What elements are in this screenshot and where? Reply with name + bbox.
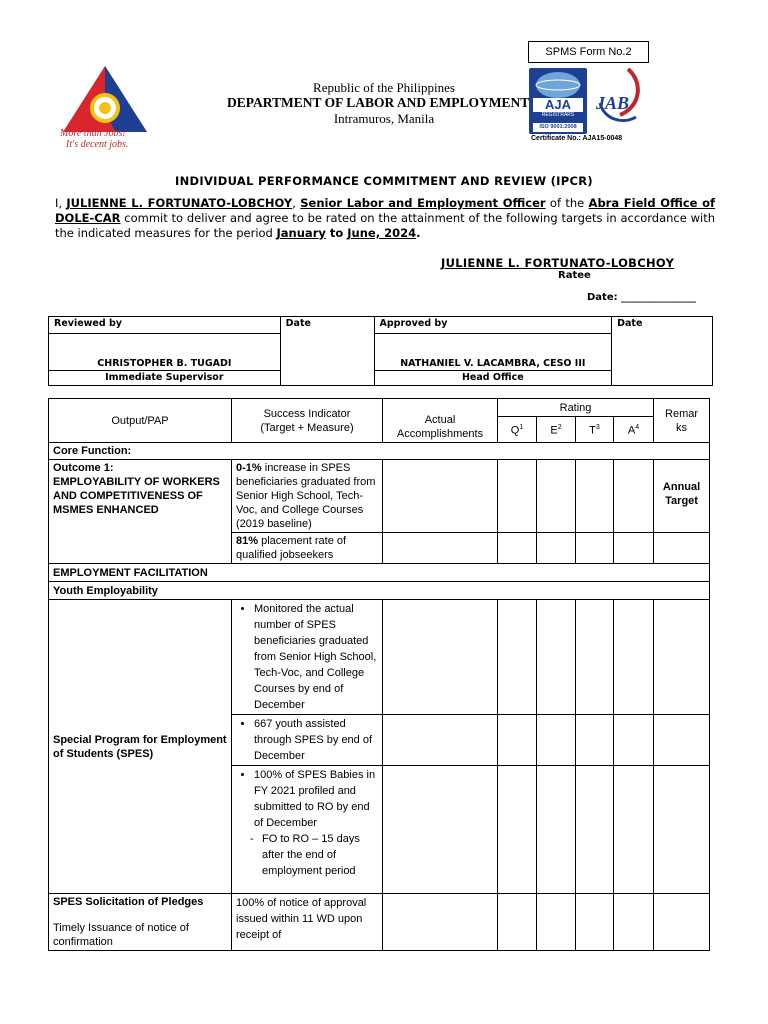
- reviewer-name: CHRISTOPHER B. TUGADI: [49, 334, 281, 371]
- ratee-date: Date: _______________: [587, 292, 697, 303]
- signatories-table: [48, 316, 713, 386]
- ratee-label: Ratee: [558, 270, 591, 281]
- header-remarks: [654, 399, 710, 443]
- header-a: $A^4$: [614, 417, 654, 443]
- reviewer-title: Immediate Supervisor: [49, 371, 281, 386]
- table-row: [49, 600, 710, 715]
- list-item: • Monitored the actual number of SPES beneficiaries graduated from Senior High School, Tech-Voc, and College Courses by end of December: [254, 601, 378, 713]
- logo-tagline: [60, 128, 160, 150]
- position: Senior Labor and Employment Officer: [300, 196, 546, 210]
- remarks-annual: Annual Target: [654, 460, 710, 533]
- header-remarks-line1: Remar: [665, 407, 699, 420]
- commit-text: of the: [545, 196, 589, 210]
- logo-tagline-line2: It's decent jobs.: [66, 139, 129, 150]
- list-item: - FO to RO – 15 days after the end of employment period: [262, 831, 378, 879]
- location-header: Intramuros, Manila: [333, 111, 435, 126]
- outcome-label: Outcome 1:: [53, 462, 114, 474]
- ratee-name-inline: JULIENNE L. FORTUNATO-LOBCHOY: [66, 196, 293, 210]
- republic-header: Republic of the Philippines: [313, 80, 455, 95]
- indicator-cell: [232, 715, 383, 766]
- header-e: $E^2$: [537, 417, 576, 443]
- table-row: [49, 443, 710, 460]
- outcome-text: EMPLOYABILITY OF WORKERS AND COMPETITIVENESS OF MSMES ENHANCED: [53, 476, 220, 516]
- header-rating: Rating: [498, 399, 654, 417]
- commit-text: to: [325, 226, 348, 240]
- aja-label: AJA: [544, 97, 571, 112]
- approver-date-label: Date: [612, 317, 713, 386]
- header-remarks-line2: ks: [676, 421, 688, 434]
- header-success-line1: Success Indicator: [263, 407, 351, 420]
- form-number: SPMS Form No.2: [528, 41, 649, 63]
- iso-label: ISO 9001:2008: [539, 124, 577, 130]
- list-item: • 100% of SPES Babies in FY 2021 profiled and submitted to RO by end of December: [254, 767, 378, 831]
- period-start: January: [276, 226, 326, 240]
- timely-issuance: Timely Issuance of notice of confirmation: [53, 922, 189, 948]
- table-row: [49, 564, 710, 582]
- commit-text: ,: [292, 196, 301, 210]
- indicator-cell: 0-1% increase in SPES beneficiaries graduated from Senior High School, Tech-Voc, and College Courses (2019 baseline): [232, 460, 383, 533]
- indicator-cell: [232, 600, 383, 715]
- aja-registrars: REGISTRARS: [541, 112, 575, 118]
- approved-by-label: Approved by: [374, 317, 612, 334]
- office: Abra Field Office of DOLE-CAR: [55, 196, 716, 225]
- jab-label: JAB: [596, 93, 630, 113]
- header-actual-line2: Accomplishments: [396, 428, 484, 440]
- logo-tagline-line1: More than Jobs!: [60, 128, 126, 139]
- period-end: June, 2024: [347, 226, 417, 240]
- certificate-number: Certificate No.: AJA15-0048: [531, 135, 623, 142]
- header-t: $T^3$: [576, 417, 614, 443]
- core-function: Core Function:: [49, 443, 710, 460]
- header-actual: [383, 399, 498, 443]
- form-title: INDIVIDUAL PERFORMANCE COMMITMENT AND REVIEW (IPCR): [175, 174, 593, 188]
- indicator-cell: [232, 766, 383, 894]
- approver-title: Head Office: [374, 371, 612, 386]
- solicitation-cell: [49, 894, 232, 951]
- solicitation-title: SPES Solicitation of Pledges: [53, 896, 204, 908]
- header-actual-line1: Actual: [424, 414, 456, 426]
- reviewed-by-label: Reviewed by: [49, 317, 281, 334]
- header-success-line2: (Target + Measure): [260, 421, 354, 434]
- section-employment-facilitation: EMPLOYMENT FACILITATION: [49, 564, 710, 582]
- table-row: [49, 894, 710, 951]
- header-success-indicator: [232, 399, 383, 443]
- commit-text: .: [416, 226, 421, 240]
- header-output: Output/PAP: [49, 399, 232, 443]
- spes-program: Special Program for Employment of Students (SPES): [49, 600, 232, 894]
- ipcr-table: [48, 398, 710, 951]
- indicator-cell: 100% of notice of approval issued within 11 WD upon receipt of: [232, 894, 383, 951]
- commitment-statement: [55, 196, 715, 241]
- outcome-cell: [49, 460, 232, 564]
- department-header: DEPARTMENT OF LABOR AND EMPLOYMENT: [227, 95, 530, 110]
- indicator-cell: 81% placement rate of qualified jobseekers: [232, 533, 383, 564]
- table-row: [49, 460, 710, 533]
- commit-text: I,: [55, 196, 67, 210]
- header-q: $Q^1$: [498, 417, 537, 443]
- section-youth-employability: Youth Employability: [49, 582, 710, 600]
- list-item: • 667 youth assisted through SPES by end of December: [254, 716, 378, 764]
- commit-text: commit to deliver and agree to be rated on the attainment of the following targets in accordance with the indicated measures for the period: [55, 211, 715, 240]
- approver-name: NATHANIEL V. LACAMBRA, CESO III: [374, 334, 612, 371]
- reviewer-date-label: Date: [280, 317, 374, 386]
- ratee-name: JULIENNE L. FORTUNATO-LOBCHOY: [441, 256, 675, 270]
- table-row: [49, 582, 710, 600]
